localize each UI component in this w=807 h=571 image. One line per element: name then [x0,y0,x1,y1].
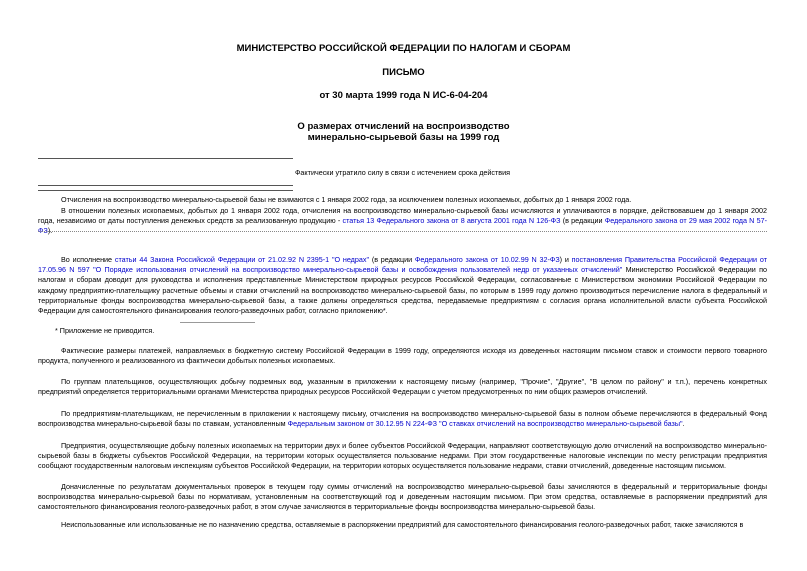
divider-line [38,190,293,191]
body-paragraph: Фактические размеры платежей, направляемых в бюджетную систему Российской Федерации в 1999 году, определяются исходя из доведенных настоящим письмом ставок и стоимости первого товарного продукта, полученного и реализованного из фактически добытых полезных ископаемых. [38,346,767,366]
divider-line [38,185,293,186]
text-fragment: ). [47,226,53,236]
law-link[interactable]: Федеральным законом от 30.12.95 N 224-ФЗ "О ставках отчислений на воспроизводство минерально-сырьевой базы" [287,419,683,429]
resolution-link[interactable]: постановления Правительства Российской Федерации от 17.05.96 N 597 "О Порядке использования отчислений на воспроизводство минерально-сырьевой базы и освобождения пользователей недр от указанных отчислений" [38,255,767,275]
law-link[interactable]: Федерального закона от 29 мая 2002 года N 57-ФЗ [38,216,767,236]
body-paragraph: Неиспользованные или использованные не по назначению средства, оставляемые в распоряжении предприятий для самостоятельного финансирования геолого-разведочных работ, также зачисляются в [61,520,744,529]
lapse-note: Фактически утратило силу в связи с истечением срока действия [294,168,511,177]
document-title-line-1: О размерах отчислений на воспроизводство [297,121,510,132]
body-paragraph [38,255,767,316]
document-title-line-2: минерально-сырьевой базы на 1999 год [307,132,500,143]
dotted-divider [38,231,767,232]
footnote-divider [180,322,255,323]
law-link[interactable]: статьи 44 Закона Российской Федерации от 21.02.92 N 2395-1 "О недрах" [114,255,370,264]
footnote: * Приложение не приводится. [55,326,155,335]
text-fragment: . [682,419,685,429]
body-paragraph: Предприятия, осуществляющие добычу полезных ископаемых на территории двух и более субъектов Российской Федерации, направляют соответствующую долю отчислений на воспроизводство минерально-сырьевой базы в бюджеты субъектов Российской Федерации, на территории которых осуществляется пользование недрами. При этом государственные налоговые инспекции по месту регистрации предприятия сообщают государственным налоговым инспекциям субъектов Российской Федерации, на территории которых осуществляется пользование недрами, ставки отчислений, доведенные настоящим письмом. [38,441,767,471]
document-type: ПИСЬМО [382,67,425,78]
body-paragraph [38,409,767,429]
body-paragraph: Доначисленные по результатам документальных проверок в текущем году суммы отчислений на воспроизводство минерально-сырьевой базы зачисляются в федеральный и территориальные фонды воспроизводства минерально-сырьевой базы по нормативам, установленным на соответствующий год и доведенным настоящим письмом. При этом средства, оставляемые в распоряжении предприятий для самостоятельного финансирования геолого-разведочных работ, в этом случае зачисляются в территориальные фонды воспроизводства минерально-сырьевой базы. [38,482,767,512]
divider-line [38,158,293,159]
ministry-heading: МИНИСТЕРСТВО РОССИЙСКОЙ ФЕДЕРАЦИИ ПО НАЛОГАМ И СБОРАМ [236,43,571,54]
body-paragraph: По группам плательщиков, осуществляющих добычу подземных вод, указанным в приложении к настоящему письму (например, "Прочие", "Другие", "В целом по району" и т.п.), перечень конкретных предприятий определяется территориальными органами Министерства природных ресурсов Российской Федерации с учетом предусмотренных по ним общих размеров отчислений. [38,377,767,397]
editorial-note-paragraph [38,206,767,237]
text-fragment: По предприятиям-плательщикам, не перечисленным в приложении к настоящему письму, отчисления на воспроизводство минерально-сырьевой базы в полном объеме перечисляются в федеральный Фонд воспроизводства минерально-сырьевой базы по ставкам, установленным [38,409,767,429]
text-fragment: В отношении полезных ископаемых, добытых до 1 января 2002 года, отчисления на воспроизводство минерально-сырьевой базы исчисляются и уплачиваются в порядке, действовавшем до 1 января 2002 года, независимо от даты поступления денежных средств за реализованную продукцию - [38,206,767,226]
text-fragment: ) и [559,255,572,264]
text-fragment: (в редакции [560,216,605,226]
editorial-note-paragraph: Отчисления на воспроизводство минерально-сырьевой базы не взимаются с 1 января 2002 года, за исключением полезных ископаемых, добытых до 1 января 2002 года. [61,195,632,204]
document-date-number: от 30 марта 1999 года N ИС-6-04-204 [319,90,488,101]
text-fragment: Во исполнение [61,255,115,264]
law-link[interactable]: Федерального закона от 10.02.99 N 32-ФЗ [414,255,560,264]
law-link[interactable]: статья 13 Федерального закона от 8 августа 2001 года N 126-ФЗ [342,216,561,226]
text-fragment: (в редакции [369,255,415,264]
text-fragment: Министерство Российской Федерации по налогам и сборам доводит для руководства и исполнения представленные Министерством природных ресурсов Российской Федерации, согласованные с Министерством экономики Российской Федерации по каждому предприятию-плательщику расчетные объемы и ставки отчислений на воспроизводство минерально-сырьевой базы, по которым в 1999 году должно производиться перечисление налога в федеральный и территориальные фонды воспроизводства минерально-сырьевой базы, а также должны определяться средства, передаваемые предприятиям с согласия органа исполнительной власти субъекта Российской Федерации для самостоятельного финансирования геолого-разведочных работ, согласно приложению*. [38,265,767,316]
